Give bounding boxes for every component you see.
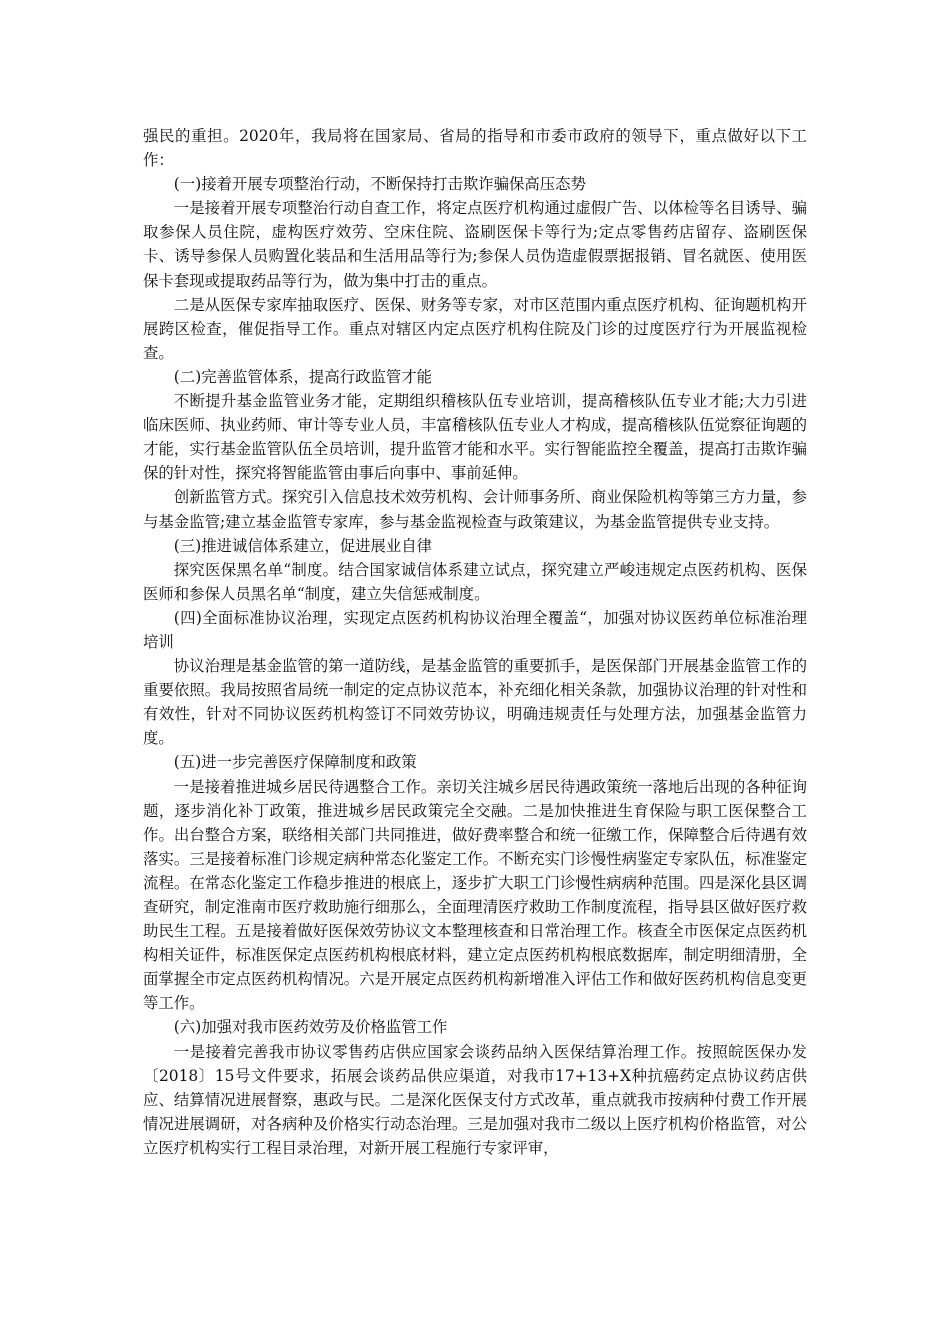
section-heading-6: (六)加强对我市医药效劳及价格监管工作	[173, 1018, 448, 1037]
paragraph: 二是从医保专家库抽取医疗、医保、财务等专家，对市区范围内重点医疗机构、征询题机构开展跨区检查，催促指导工作。重点对辖区内定点医疗机构住院及门诊的过度医疗行为开展监视检查。	[143, 295, 807, 362]
section-heading-1: (一)接着开展专项整治行动，不断保持打击欺诈骗保高压态势	[173, 175, 586, 194]
section-heading-2: (二)完善监管体系，提高行政监管才能	[173, 367, 433, 386]
section-heading-3: (三)推进诚信体系建立，促进展业自律	[173, 536, 433, 555]
paragraph: 一是接着开展专项整治行动自查工作，将定点医疗机构通过虚假广告、以体检等名目诱导、骗取参保人员住院，虚构医疗效劳、空床住院、盗刷医保卡等行为;定点零售药店留存、盗刷医保卡、诱导参保人员购置化装品和生活用品等行为;参保人员伪造虚假票据报销、冒名就医、使用医保卡套现或提取药品等行为，做为集中打击的重点。	[143, 199, 807, 290]
paragraph: 协议治理是基金监管的第一道防线，是基金监管的重要抓手，是医保部门开展基金监管工作的重要依照。我局按照省局统一制定的定点协议范本，补充细化相关条款，加强协议治理的针对性和有效性，针对不同协议医药机构签订不同效劳协议，明确违规责任与处理方法，加强基金监管力度。	[143, 657, 807, 748]
section-heading-5: (五)进一步完善医疗保障制度和政策	[173, 753, 417, 772]
paragraph: 一是接着推进城乡居民待遇整合工作。亲切关注城乡居民待遇政策统一落地后出现的各种征询题，逐步消化补丁政策，推进城乡居民政策完全交融。二是加快推进生育保险与职工医保整合工作。出台整合方案，联络相关部门共同推进，做好费率整合和统一征缴工作，保障整合后待遇有效落实。三是接着标准门诊规定病种常态化鉴定工作。不断充实门诊慢性病鉴定专家队伍，标准鉴定流程。在常态化鉴定工作稳步推进的根底上，逐步扩大职工门诊慢性病病种范围。四是深化县区调查研究，制定淮南市医疗救助施行细那么，全面理清医疗救助工作制度流程，指导县区做好医疗救助民生工程。五是接着做好医保效劳协议文本整理核查和日常治理工作。核查全市医保定点医药机构相关证件，标准医保定点医药机构根底材料，建立定点医药机构根底数据库，制定明细清册，全面掌握全市定点医药机构情况。六是开展定点医药机构新增准入评估工作和做好医药机构信息变更等工作。	[143, 777, 807, 1013]
paragraph: 探究医保黑名单“制度。结合国家诚信体系建立试点，探究建立严峻违规定点医药机构、医保医师和参保人员黑名单“制度，建立失信惩戒制度。	[143, 560, 807, 603]
paragraph: 不断提升基金监管业务才能，定期组织稽核队伍专业培训，提高稽核队伍专业才能;大力引进临床医师、执业药师、审计等专业人员，丰富稽核队伍专业人才构成，提高稽核队伍觉察征询题的才能，实行基金监管队伍全员培训，提升监管才能和水平。实行智能监控全覆盖，提高打击欺诈骗保的针对性，探究将智能监管由事后向事中、事前延伸。	[143, 392, 807, 483]
paragraph: 一是接着完善我市协议零售药店供应国家会谈药品纳入医保结算治理工作。按照皖医保办发〔2018〕15号文件要求，拓展会谈药品供应渠道，对我市17+13+X种抗癌药定点协议药店供应、结算情况进展督察，惠政与民。二是深化医保支付方式改革，重点就我市按病种付费工作开展情况进展调研，对各病种及价格实行动态治理。三是加强对我市二级以上医疗机构价格监管，对公立医疗机构实行工程目录治理，对新开展工程施行专家评审，	[143, 1042, 807, 1157]
paragraph: 创新监管方式。探究引入信息技术效劳机构、会计师事务所、商业保险机构等第三方力量，参与基金监管;建立基金监管专家库，参与基金监视检查与政策建议，为基金监管提供专业支持。	[143, 488, 807, 531]
paragraph-intro: 强民的重担。2020年，我局将在国家局、省局的指导和市委市政府的领导下，重点做好以下工作：	[143, 127, 807, 170]
section-heading-4: (四)全面标准协议治理，实现定点医药机构协议治理全覆盖“，加强对协议医药单位标准治理培训	[143, 608, 807, 651]
document-body	[143, 124, 807, 1160]
